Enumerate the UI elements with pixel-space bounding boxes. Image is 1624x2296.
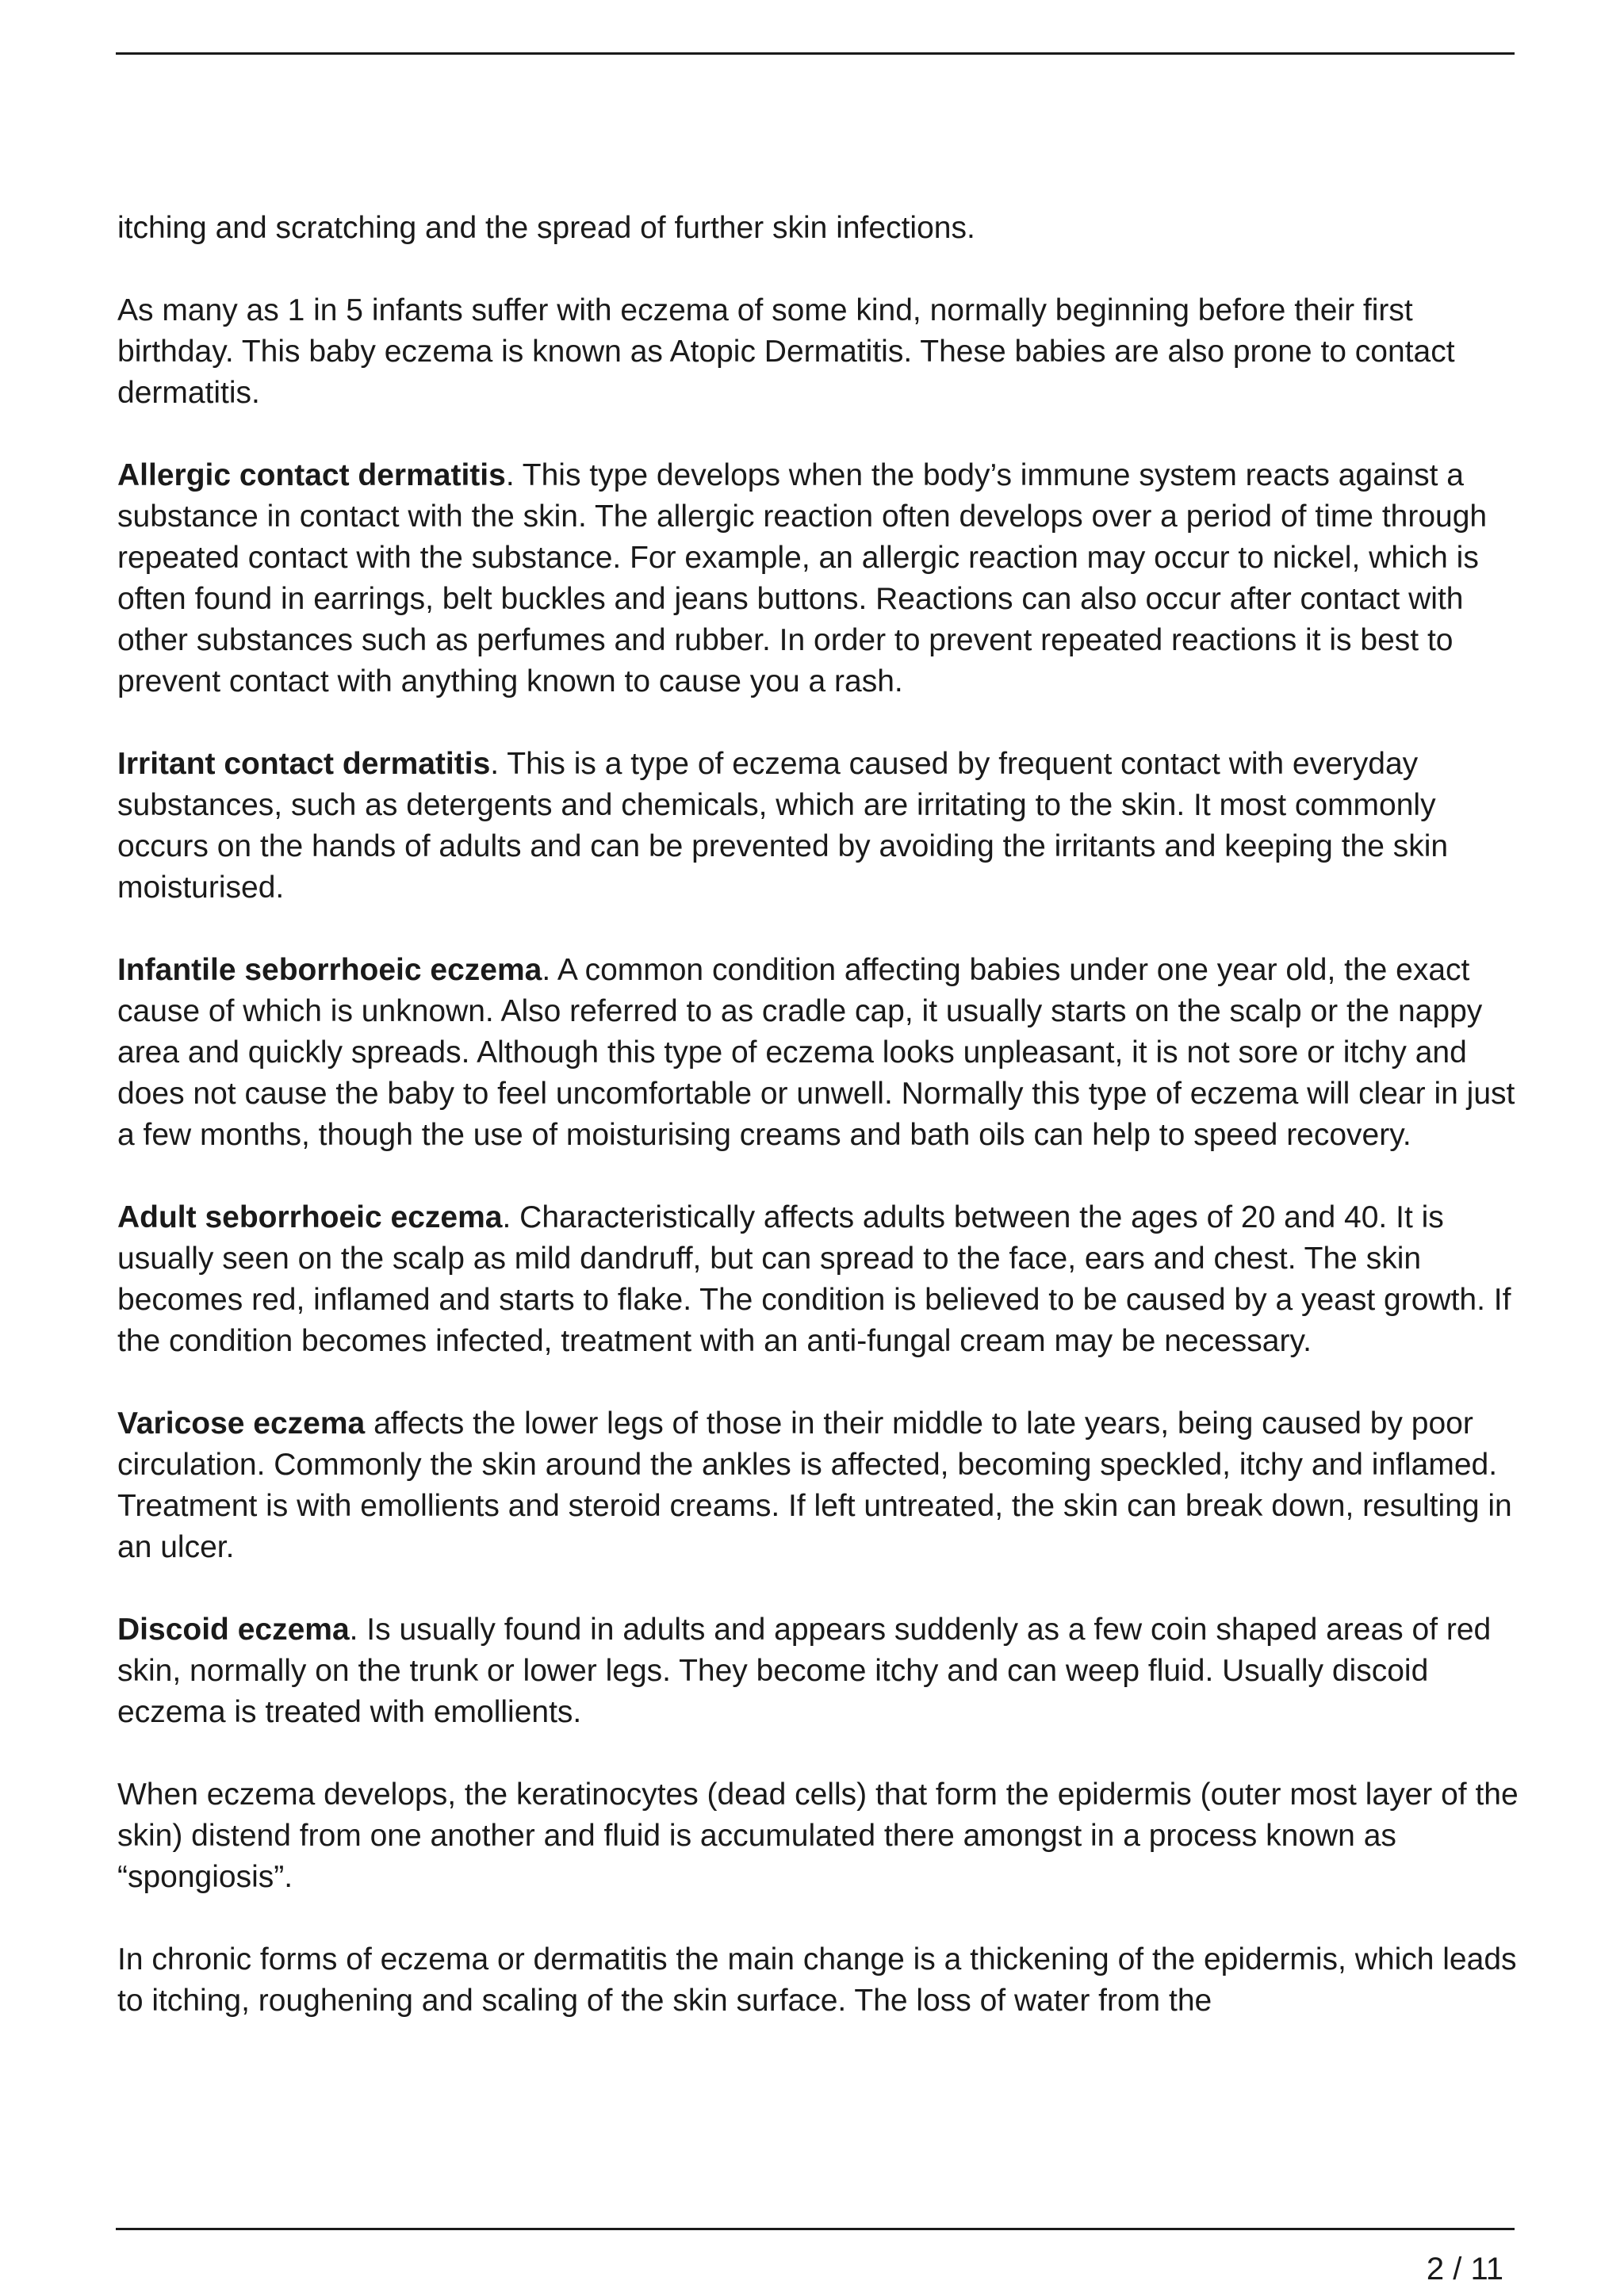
paragraph-allergic-contact-dermatitis	[117, 455, 1521, 702]
paragraph-text: In chronic forms of eczema or dermatitis the main change is a thickening of the epidermis, which leads to itching, roughening and scaling of the skin surface. The loss of water from the	[117, 1942, 1517, 2018]
page-number: 2 / 11	[1426, 2252, 1503, 2286]
paragraph-text: When eczema develops, the keratinocytes (dead cells) that form the epidermis (outer most layer of the skin) distend from one another and fluid is accumulated there amongst in a process known as “spongiosis”.	[117, 1777, 1519, 1894]
paragraph-text: affects the lower legs of those in their middle to late years, being caused by poor circulation. Commonly the skin around the ankles is affected, becoming speckled, itchy and inflamed. Treatment is with emollients and steroid creams. If left untreated, the skin can break down, resulting in an ulcer.	[117, 1406, 1512, 1564]
paragraph-text: . This type develops when the body’s immune system reacts against a substance in contact with the skin. The allergic reaction often develops over a period of time through repeated contact with the substance. For example, an allergic reaction may occur to nickel, which is often found in earrings, belt buckles and jeans buttons. Reactions can also occur after contact with other substances such as perfumes and rubber. In order to prevent repeated reactions it is best to prevent contact with anything known to cause you a rash.	[117, 458, 1488, 698]
footer-rule	[116, 2228, 1515, 2230]
paragraph-chronic-forms	[117, 1939, 1521, 2022]
header-rule	[116, 52, 1515, 55]
term-heading: Discoid eczema	[117, 1613, 350, 1647]
paragraph-text: . This is a type of eczema caused by frequent contact with everyday substances, such as detergents and chemicals, which are irritating to the skin. It most commonly occurs on the hands of adults and can be prevented by avoiding the irritants and keeping the skin moisturised.	[117, 747, 1449, 905]
paragraph-discoid-eczema	[117, 1609, 1521, 1733]
paragraph-text: itching and scratching and the spread of further skin infections.	[117, 211, 975, 245]
paragraph-text: . Is usually found in adults and appears suddenly as a few coin shaped areas of red skin, normally on the trunk or lower legs. They become itchy and can weep fluid. Usually discoid eczema is treated with emollients.	[117, 1613, 1492, 1729]
paragraph-infantile-seborrhoeic-eczema	[117, 950, 1521, 1156]
paragraph-text: As many as 1 in 5 infants suffer with eczema of some kind, normally beginning before their first birthday. This baby eczema is known as Atopic Dermatitis. These babies are also prone to contact dermatitis.	[117, 293, 1455, 410]
term-heading: Adult seborrhoeic eczema	[117, 1200, 503, 1234]
paragraph-varicose-eczema	[117, 1403, 1521, 1568]
paragraph-text: . Characteristically affects adults between the ages of 20 and 40. It is usually seen on the scalp as mild dandruff, but can spread to the face, ears and chest. The skin becomes red, inflamed and starts to flake. The condition is believed to be caused by a yeast growth. If the condition becomes infected, treatment with an anti-fungal cream may be necessary.	[117, 1200, 1511, 1358]
term-heading: Infantile seborrhoeic eczema	[117, 953, 542, 987]
document-body	[117, 208, 1521, 2022]
term-heading: Irritant contact dermatitis	[117, 747, 491, 781]
paragraph-irritant-contact-dermatitis	[117, 744, 1521, 909]
paragraph-itching-continuation	[117, 208, 1521, 249]
paragraph-infants	[117, 290, 1521, 414]
paragraph-text: . A common condition affecting babies under one year old, the exact cause of which is unknown. Also referred to as cradle cap, it usually starts on the scalp or the nappy area and quickly spreads. Although this type of eczema looks unpleasant, it is not sore or itchy and does not cause the baby to feel uncomfortable or unwell. Normally this type of eczema will clear in just a few months, though the use of moisturising creams and bath oils can help to speed recovery.	[117, 953, 1515, 1152]
term-heading: Varicose eczema	[117, 1406, 366, 1441]
paragraph-adult-seborrhoeic-eczema	[117, 1197, 1521, 1362]
paragraph-spongiosis	[117, 1774, 1521, 1898]
term-heading: Allergic contact dermatitis	[117, 458, 506, 492]
